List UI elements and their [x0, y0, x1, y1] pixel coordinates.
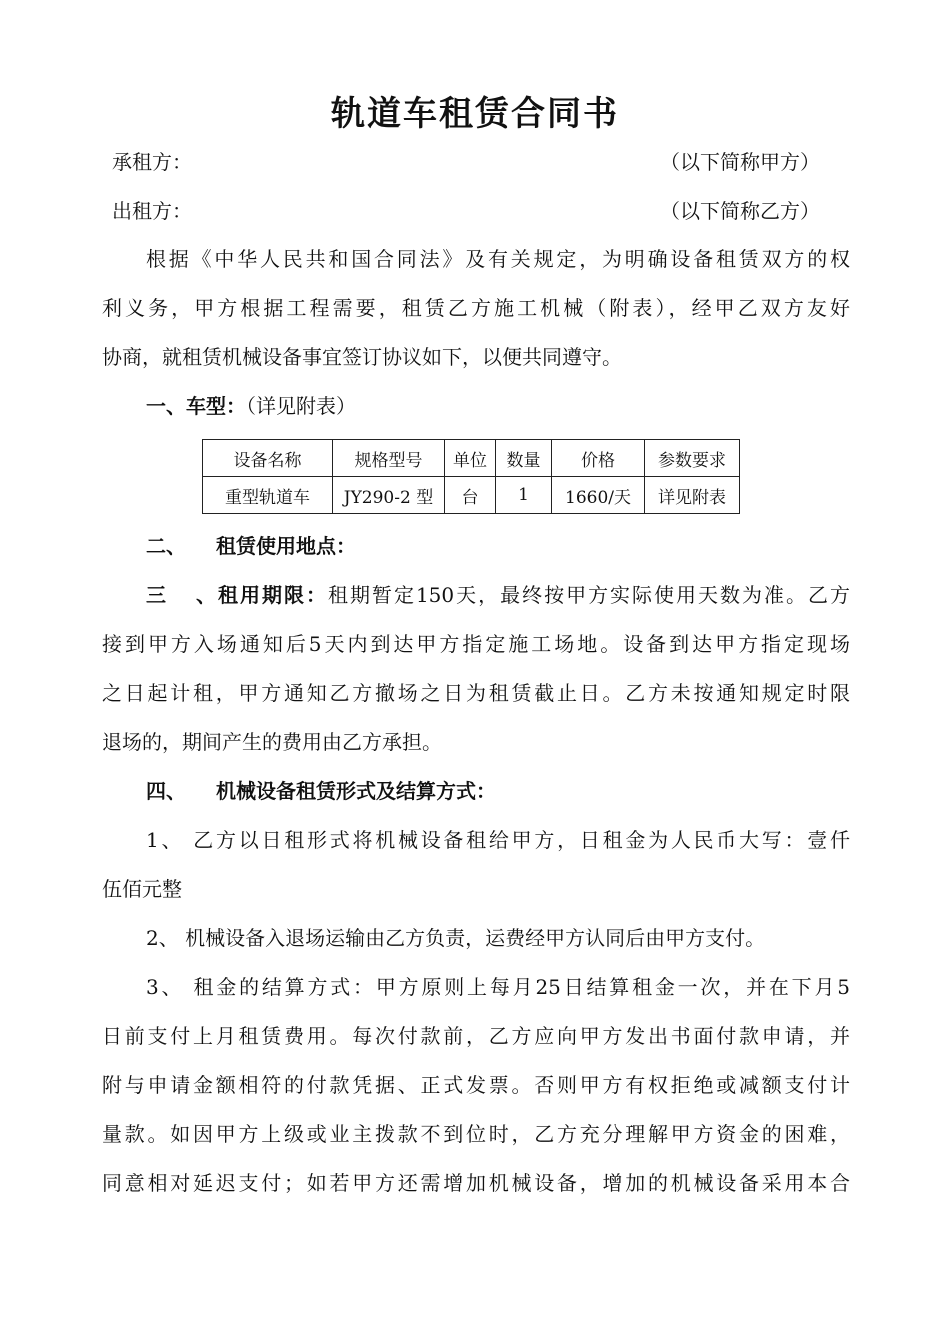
section3-text: 租期暂定150天，最终按甲方实际使用天数为准。乙方 — [327, 583, 850, 607]
table-header-row — [203, 440, 740, 477]
section3-line: 接到甲方入场通知后5天内到达甲方指定施工场地。设备到达甲方指定现场 — [102, 632, 850, 656]
item1-line: 伍佰元整 — [102, 877, 182, 901]
table-cell: JY290-2 型 — [333, 477, 445, 514]
table-cell: 1660/天 — [552, 477, 645, 514]
table-header-cell: 参数要求 — [645, 440, 740, 477]
section4-heading: 机械设备租赁形式及结算方式： — [216, 779, 496, 803]
section2-heading: 租赁使用地点： — [216, 534, 356, 558]
section1 — [146, 392, 894, 420]
intro-line: 根据《中华人民共和国合同法》及有关规定，为明确设备租赁双方的权 — [146, 247, 850, 271]
table-header-cell: 数量 — [496, 440, 552, 477]
section4 — [146, 777, 894, 805]
table-header-cell: 设备名称 — [203, 440, 333, 477]
lessor-label: 出租方： — [112, 199, 192, 223]
section1-heading: 一、车型： — [146, 394, 246, 418]
item1-line: 1、 乙方以日租形式将机械设备租给甲方，日租金为人民币大写：壹仟 — [146, 828, 850, 852]
lessee-label: 承租方： — [112, 150, 192, 174]
table-header-cell: 单位 — [445, 440, 496, 477]
item3-line: 附与申请金额相符的付款凭据、正式发票。否则甲方有权拒绝或减额支付计 — [102, 1073, 850, 1097]
section2-number: 二、 — [146, 534, 186, 558]
section3-heading: 租用期限： — [216, 583, 328, 607]
section1-note: （详见附表） — [246, 394, 356, 418]
item3-line: 量款。如因甲方上级或业主拨款不到位时，乙方充分理解甲方资金的困难， — [102, 1122, 850, 1146]
table-header-cell: 价格 — [552, 440, 645, 477]
section4-number: 四、 — [146, 779, 186, 803]
intro-line: 协商，就租赁机械设备事宜签订协议如下，以便共同遵守。 — [102, 345, 622, 369]
intro-line: 利义务，甲方根据工程需要，租赁乙方施工机械（附表），经甲乙双方友好 — [102, 296, 850, 320]
table-header-cell: 规格型号 — [333, 440, 445, 477]
table-row — [203, 477, 740, 514]
item3-line: 日前支付上月租赁费用。每次付款前，乙方应向甲方发出书面付款申请，并 — [102, 1024, 850, 1048]
lessee-note: （以下简称甲方） — [660, 150, 820, 174]
section3-number: 三、 — [146, 583, 216, 607]
table-cell: 详见附表 — [645, 477, 740, 514]
table-cell: 1 — [496, 477, 552, 514]
lessor-note: （以下简称乙方） — [660, 199, 820, 223]
item3-line: 3、 租金的结算方式：甲方原则上每月25日结算租金一次，并在下月5 — [146, 975, 850, 999]
table-cell: 重型轨道车 — [203, 477, 333, 514]
equipment-table — [202, 439, 740, 514]
section3-line: 退场的，期间产生的费用由乙方承担。 — [102, 730, 442, 754]
item3-line: 同意相对延迟支付；如若甲方还需增加机械设备，增加的机械设备采用本合 — [102, 1171, 850, 1195]
item2-line: 2、 机械设备入退场运输由乙方负责，运费经甲方认同后由甲方支付。 — [146, 926, 766, 950]
section3-line: 之日起计租，甲方通知乙方撤场之日为租赁截止日。乙方未按通知规定时限 — [102, 681, 850, 705]
table-cell: 台 — [445, 477, 496, 514]
section2 — [146, 532, 894, 560]
section3-first-line — [146, 581, 850, 609]
document-title: 轨道车租赁合同书 — [331, 94, 619, 134]
